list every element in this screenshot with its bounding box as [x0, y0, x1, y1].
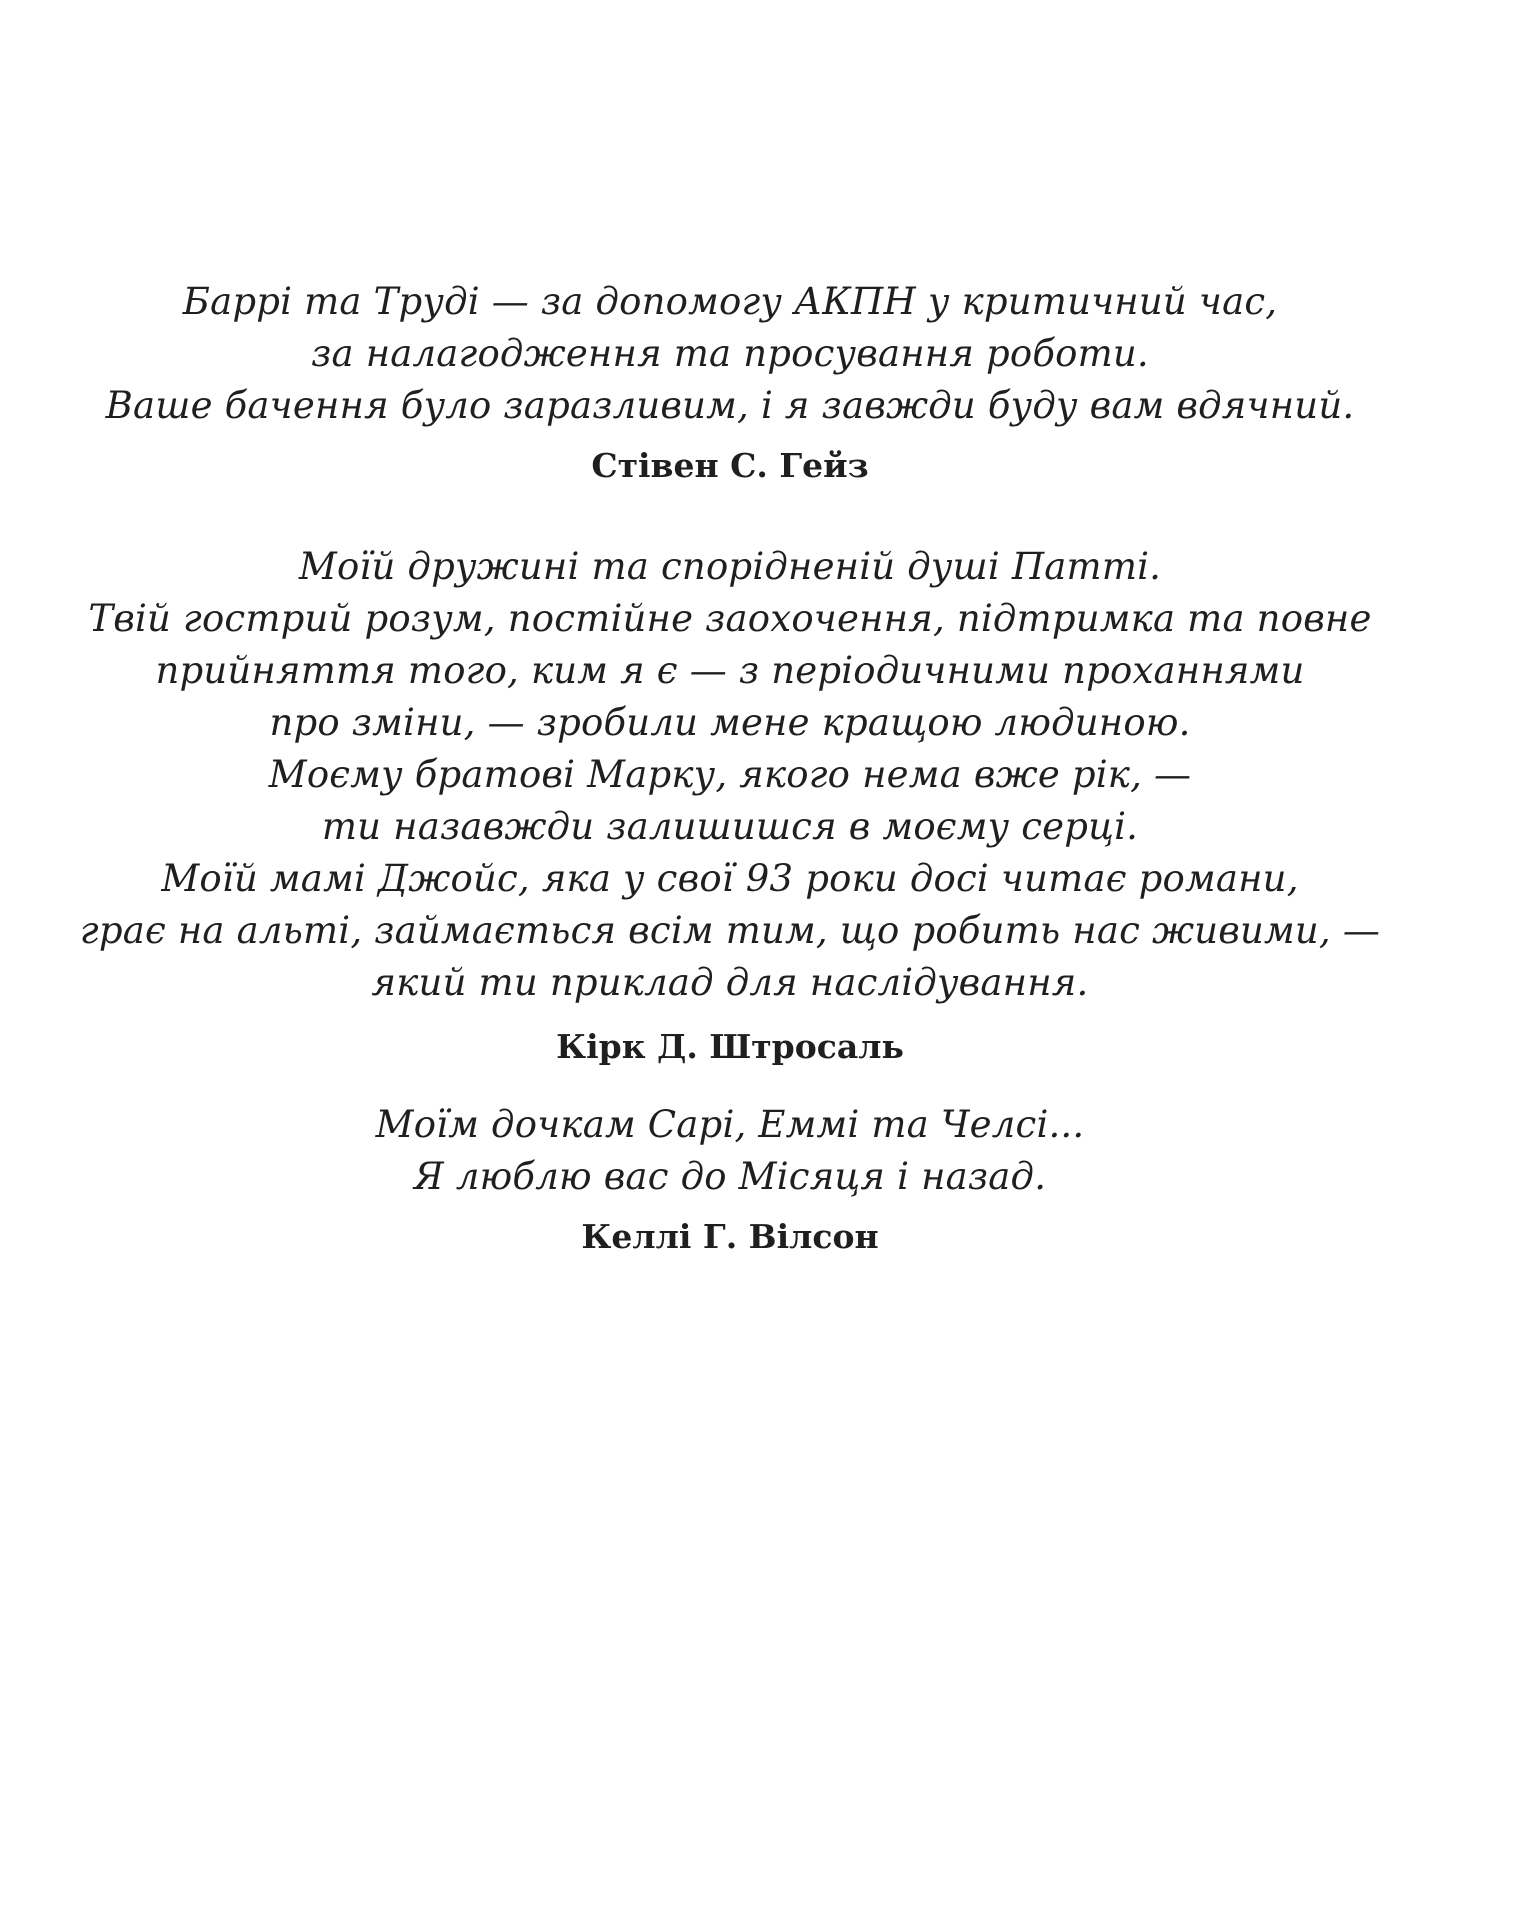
dedication-line: Моєму братові Марку, якого нема вже рік, — [268, 753, 1192, 796]
dedication-block-wilson [0, 1099, 1460, 1259]
dedication-line: який ти приклад для наслідування. [371, 961, 1089, 1004]
dedication-line: про зміни, — зробили мене кращою людиною. [269, 701, 1191, 744]
dedication-line: Моїм дочкам Сарі, Еммі та Челсі... [375, 1103, 1085, 1146]
dedication-line: за налагодження та просування роботи. [311, 332, 1149, 375]
dedication-line: ти назавжди залишишся в моєму серці. [321, 805, 1139, 848]
dedication-line: Моїй мамі Джойс, яка у свої 93 роки досі читає романи, [161, 857, 1299, 900]
author-signature: Стівен С. Гейз [591, 446, 869, 485]
dedication-line: Я люблю вас до Місяця і назад. [413, 1155, 1047, 1198]
author-signature: Кірк Д. Штросаль [556, 1027, 904, 1066]
dedication-line: Моїй дружині та спорідненій душі Патті. [298, 545, 1162, 588]
dedication-line: Ваше бачення було заразливим, і я завжди буду вам вдячний. [105, 384, 1355, 427]
dedication-line: прийняття того, ким я є — з періодичними проханнями [155, 649, 1305, 692]
author-signature: Келлі Г. Вілсон [581, 1217, 879, 1256]
dedication-block-hayes [0, 276, 1460, 488]
dedication-line: Твій гострий розум, постійне заохочення, підтримка та повне [88, 597, 1372, 640]
dedication-block-strosahl [0, 541, 1460, 1069]
dedication-line: Баррі та Труді — за допомогу АКПН у критичний час, [182, 280, 1278, 323]
dedication-line: грає на альті, займається всім тим, що робить нас живими, — [79, 909, 1381, 952]
